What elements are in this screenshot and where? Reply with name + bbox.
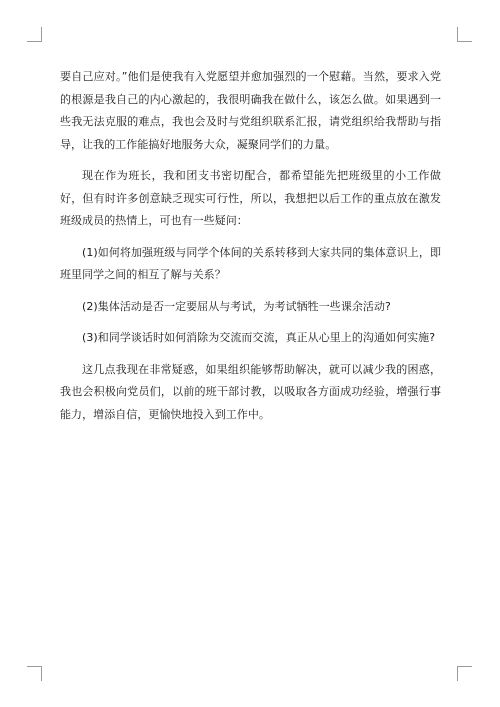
- crop-mark-top-left: [27, 27, 42, 42]
- paragraph-closing: 这几点我现在非常疑惑，如果组织能够帮助解决，就可以减少我的困惑，我也会积极向党员们，以前的班干部讨教，以吸取各方面成功经验，增强行事能力，增添自信，更愉快地投入到工作中。: [60, 362, 441, 421]
- question-2: (2)集体活动是否一定要屈从与考试，为考试牺牲一些课余活动?: [82, 299, 391, 313]
- crop-mark-top-right: [457, 27, 472, 42]
- crop-mark-bottom-left: [27, 666, 42, 681]
- question-1: (1)如何将加强班级与同学个体间的关系转移到大家共同的集体意识上，即班里同学之间的相互了解与关系？: [60, 245, 441, 281]
- document-body: [60, 66, 441, 435]
- crop-mark-bottom-right: [457, 666, 472, 681]
- paragraph-continuation: 要自己应对。”他们是使我有入党愿望并愈加强烈的一个慰藉。当然，要求入党的根源是我自己的内心激起的，我很明确我在做什么，该怎么做。如果遇到一些我无法克服的难点，我也会及时与党组织联系汇报，请党组织给我帮助与指导，让我的工作能搞好地服务大众，凝聚同学们的力量。: [60, 70, 441, 151]
- paragraph-class-monitor: 现在作为班长，我和团支书密切配合，都希望能先把班级里的小工作做好，但有时许多创意缺乏现实可行性，所以，我想把以后工作的重点放在激发班级成员的热情上，可也有一些疑问：: [60, 169, 441, 227]
- question-3: (3)和同学谈话时如何消除为交流而交流，真正从心里上的沟通如何实施?: [82, 331, 436, 344]
